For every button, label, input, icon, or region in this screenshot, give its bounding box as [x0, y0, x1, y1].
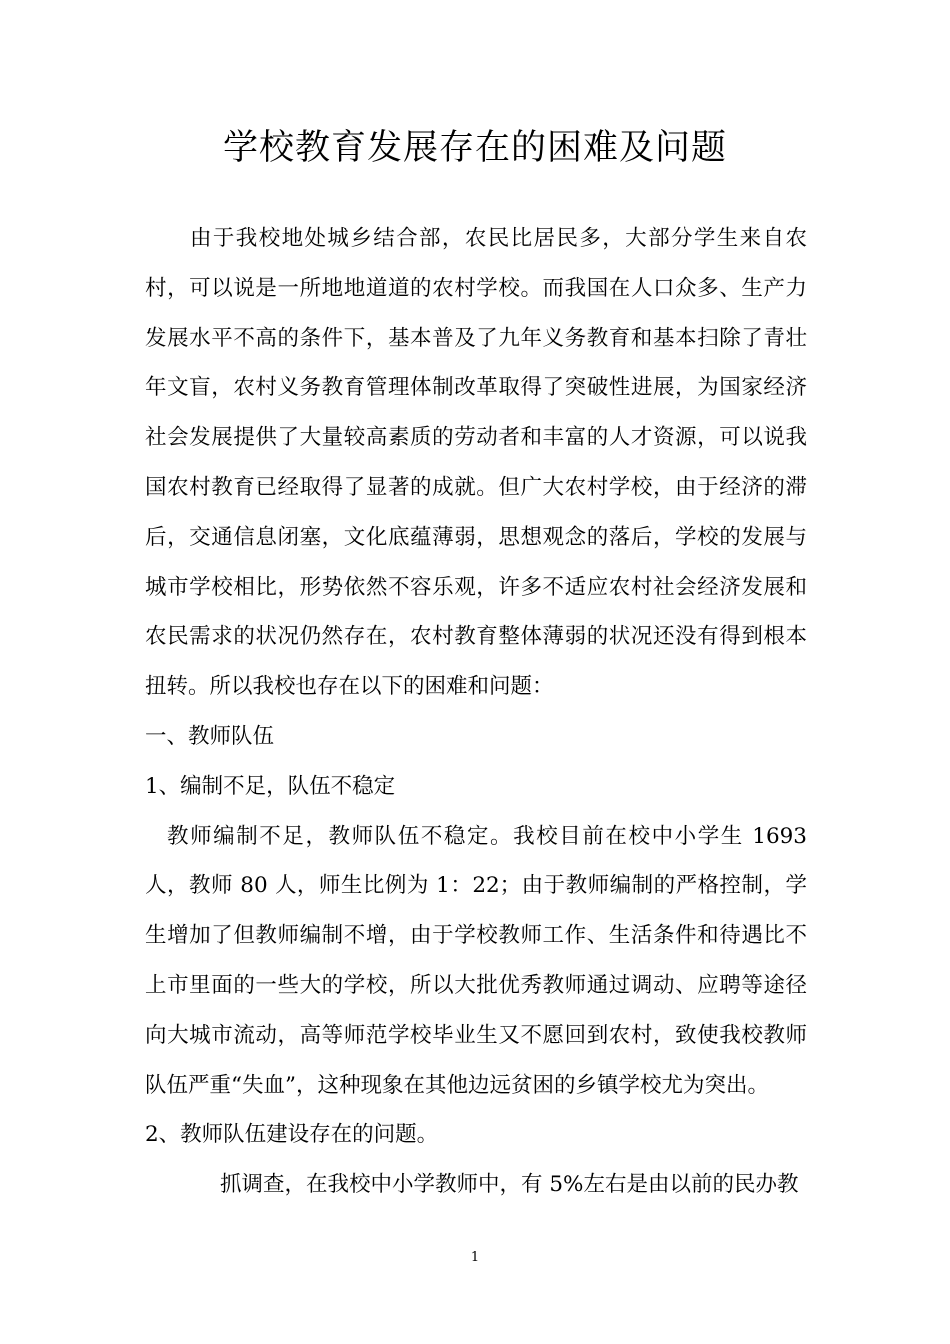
document-body	[145, 214, 807, 1210]
paragraph-intro: 由于我校地处城乡结合部，农民比居民多，大部分学生来自农村，可以说是一所地地道道的农村学校。而我国在人口众多、生产力发展水平不高的条件下，基本普及了九年义务教育和基本扫除了青壮年文盲，农村义务教育管理体制改革取得了突破性进展，为国家经济社会发展提供了大量较高素质的劳动者和丰富的人才资源，可以说我国农村教育已经取得了显著的成就。但广大农村学校，由于经济的滞后，交通信息闭塞，文化底蕴薄弱，思想观念的落后，学校的发展与城市学校相比，形势依然不容乐观，许多不适应农村社会经济发展和农民需求的状况仍然存在，农村教育整体薄弱的状况还没有得到根本扭转。所以我校也存在以下的困难和问题：	[145, 226, 807, 700]
section-heading-teachers: 一、教师队伍	[145, 723, 275, 749]
paragraph-staffing: 教师编制不足，教师队伍不稳定。我校目前在校中小学生 1693 人，教师 80 人，师生比例为 1：22；由于教师编制的严格控制，学生增加了但教师编制不增，由于学校教师工作、生活条件和待遇比不上市里面的一些大的学校，所以大批优秀教师通过调动、应聘等途径向大城市流动，高等师范学校毕业生又不愿回到农村，致使我校教师队伍严重“失血”，这种现象在其他边远贫困的乡镇学校尤为突出。	[145, 823, 807, 1098]
subsection-heading-staffing: 1、编制不足，队伍不稳定	[145, 773, 396, 799]
page-number: 1	[470, 1250, 480, 1265]
subsection-heading-team-building: 2、教师队伍建设存在的问题。	[145, 1122, 439, 1148]
paragraph-survey: 抓调查，在我校中小学教师中，有 5%左右是由以前的民办教	[220, 1172, 799, 1198]
document-title: 学校教育发展存在的困难及问题	[222, 128, 727, 169]
